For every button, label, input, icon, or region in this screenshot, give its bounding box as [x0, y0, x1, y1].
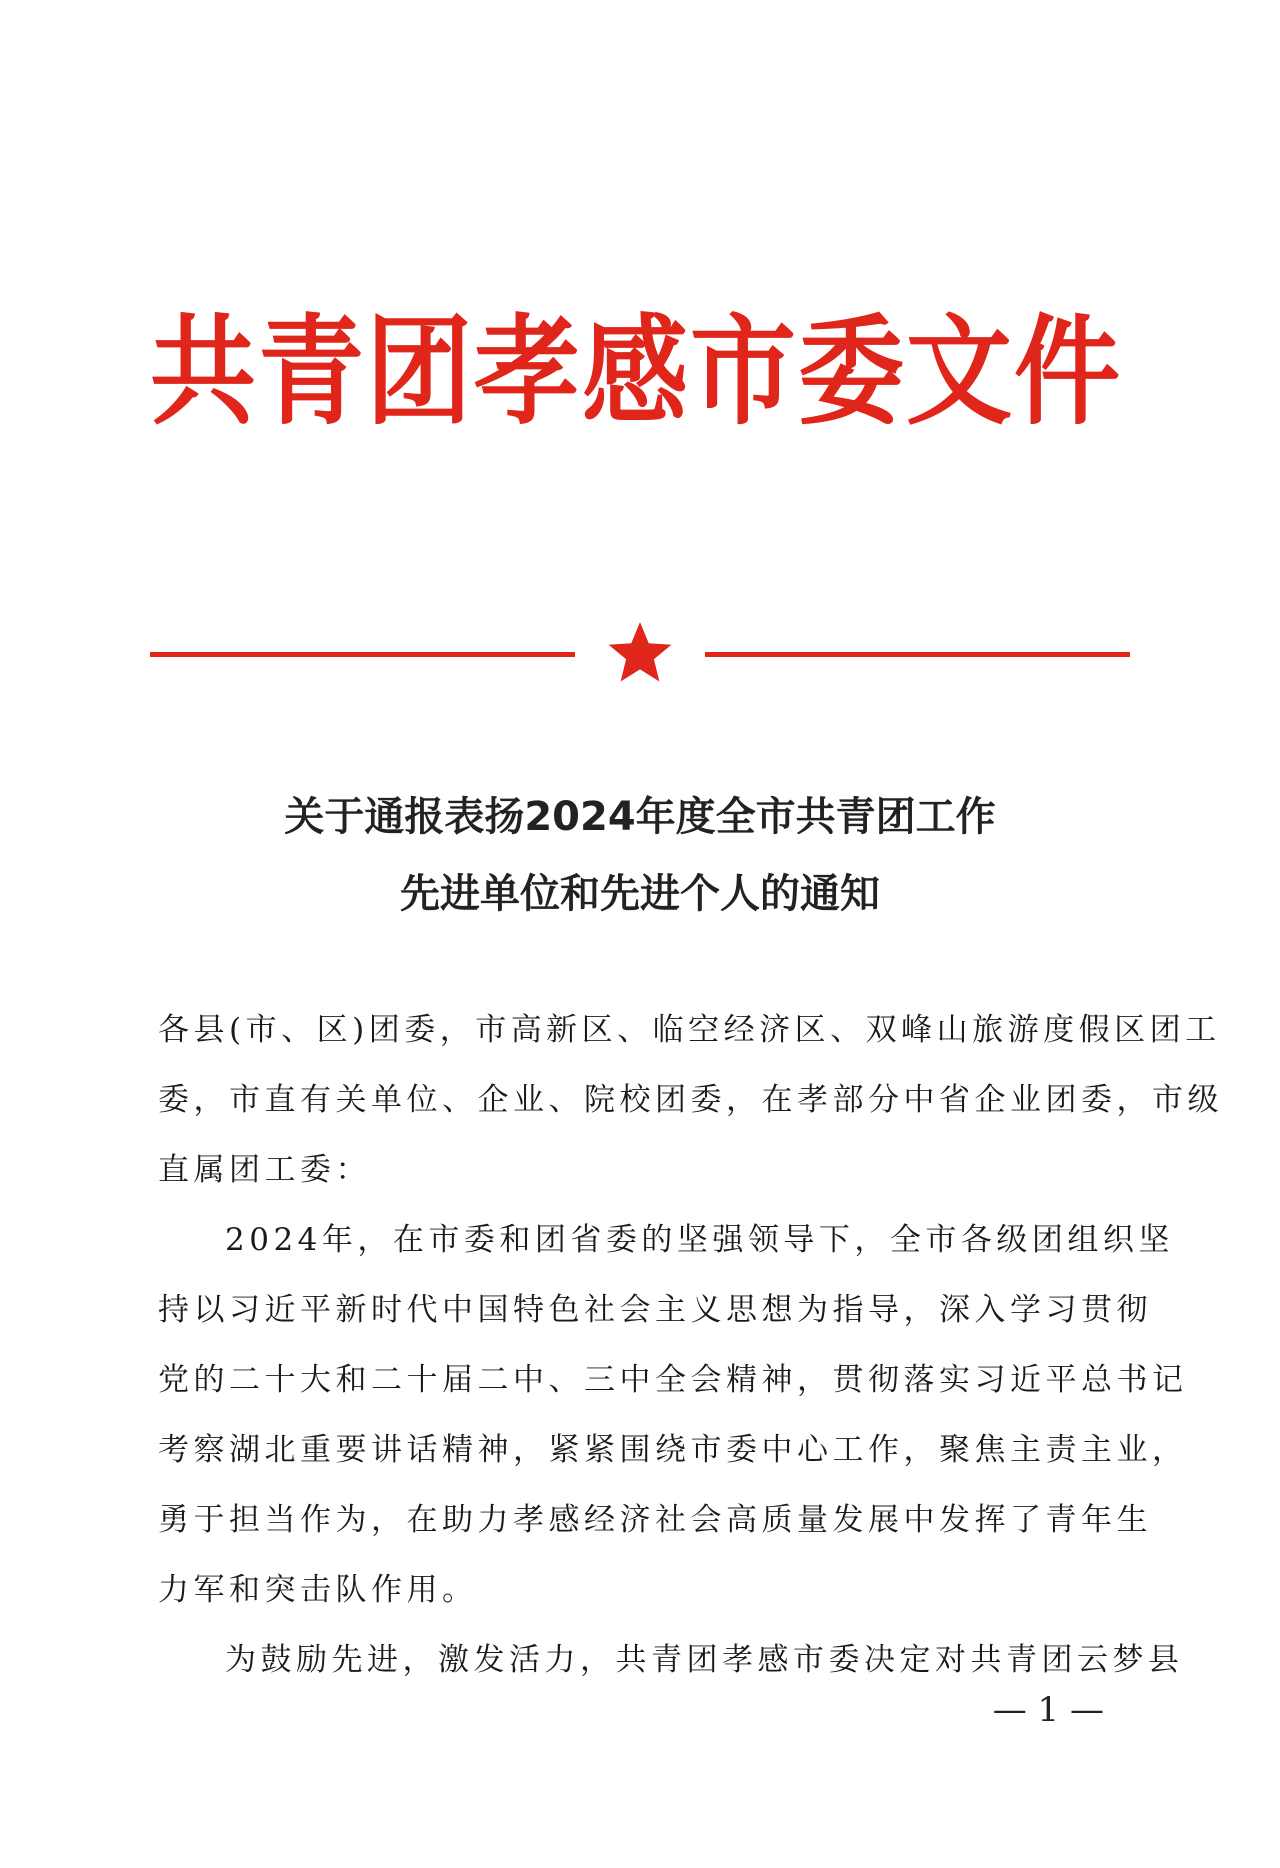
page-number: [0, 1690, 1280, 1730]
recipients-line-2: 委，市直有关单位、企业、院校团委，在孝部分中省企业团委，市级: [158, 1082, 1223, 1118]
red-star-icon: [609, 622, 672, 682]
header-divider: [150, 620, 1130, 690]
paragraph-1-line-5: 勇于担当作为，在助力孝感经济社会高质量发展中发挥了青年生: [158, 1502, 1152, 1538]
document-title-line-1: 关于通报表扬2024年度全市共青团工作: [284, 794, 996, 840]
paragraph-2-line-1: 为鼓励先进，激发活力，共青团孝感市委决定对共青团云梦县: [225, 1642, 1184, 1678]
divider-line-left: [150, 652, 575, 657]
page-number-text: — 1 —: [992, 1690, 1104, 1730]
divider-line-right: [705, 652, 1130, 657]
paragraph-1-line-1: 2024年，在市委和团省委的坚强领导下，全市各级团组织坚: [225, 1222, 1174, 1258]
recipients-line-1: 各县(市、区)团委，市高新区、临空经济区、双峰山旅游度假区团工: [158, 1012, 1221, 1048]
paragraph-1-line-6: 力军和突击队作用。: [158, 1572, 478, 1608]
paragraph-1-line-2: 持以习近平新时代中国特色社会主义思想为指导，深入学习贯彻: [158, 1292, 1152, 1328]
paragraph-1-line-3: 党的二十大和二十届二中、三中全会精神，贯彻落实习近平总书记: [158, 1362, 1188, 1398]
paragraph-1-line-4: 考察湖北重要讲话精神，紧紧围绕市委中心工作，聚焦主责主业，: [158, 1432, 1188, 1468]
issuer-title: 共青团孝感市委文件: [150, 303, 1122, 442]
document-title-line-2: 先进单位和先进个人的通知: [400, 871, 880, 917]
recipients-line-3: 直属团工委：: [158, 1152, 371, 1188]
